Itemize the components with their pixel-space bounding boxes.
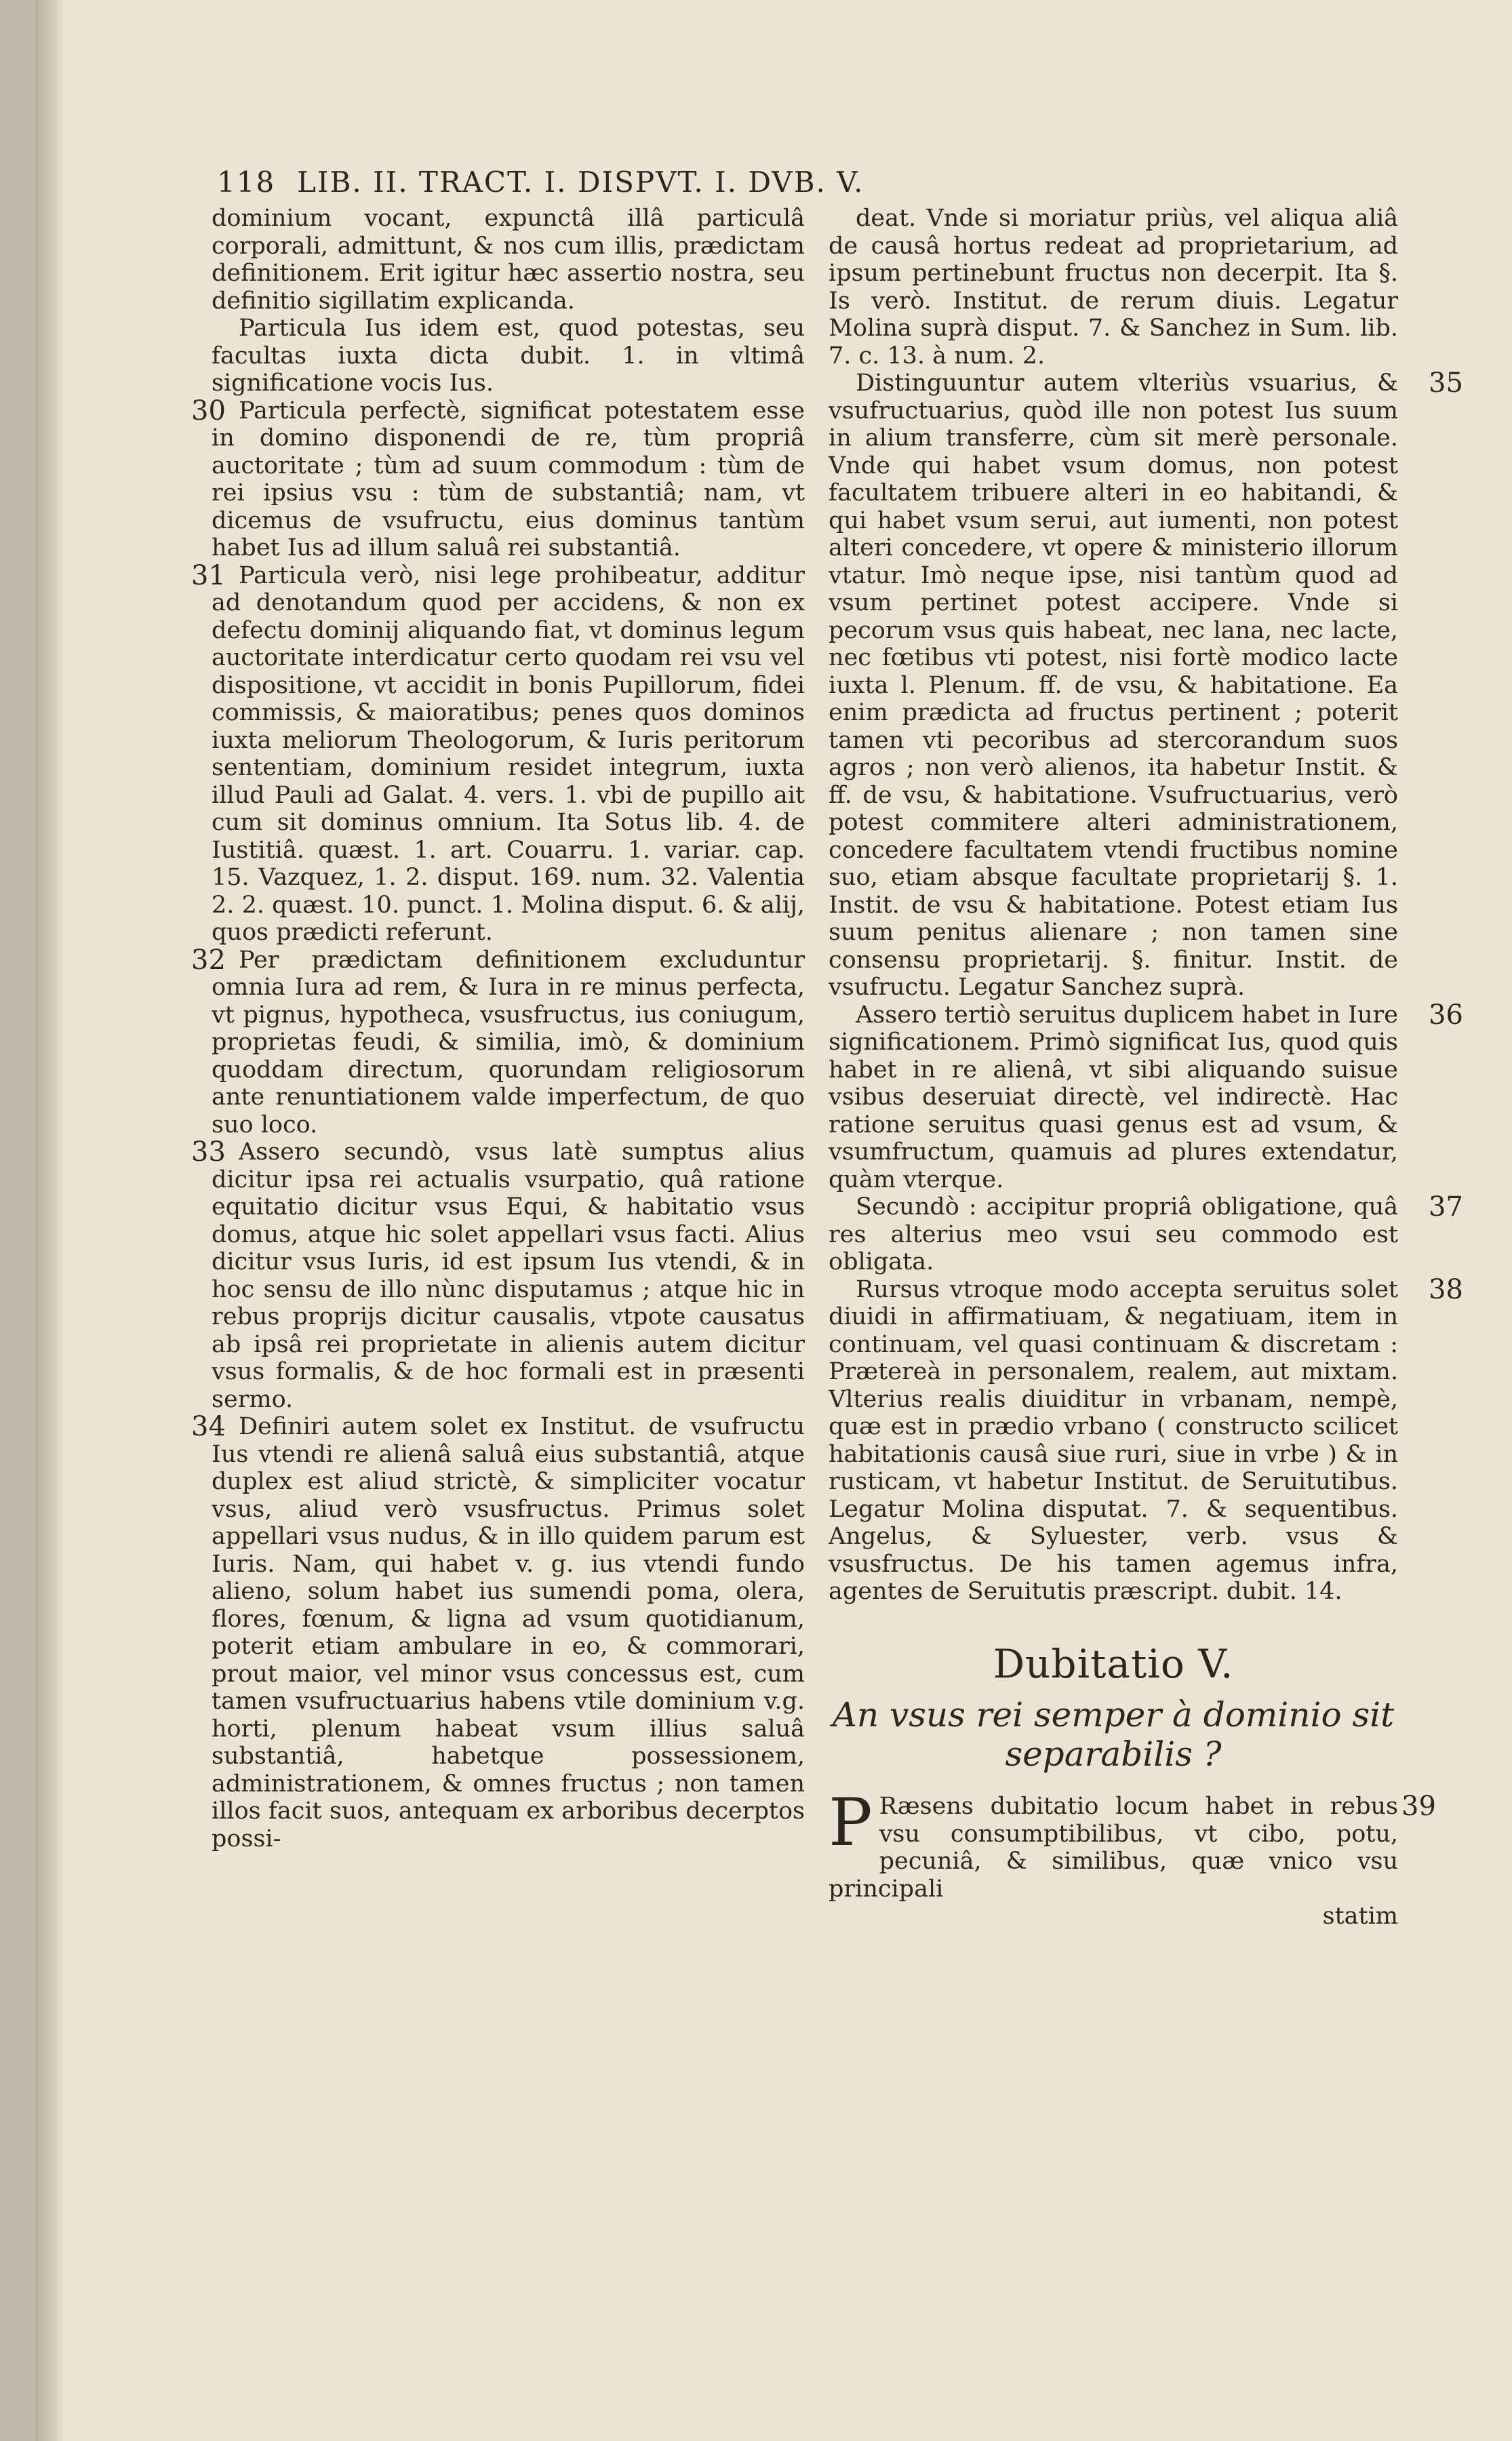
catchword: statim [1322,1903,1398,1930]
paragraph-text: Secundò : accipitur propriâ obligatione, quâ res alterius meo vsui seu commodo est obligata. [829,1193,1398,1275]
paragraph-text: Ræsens dubitatio locum habet in rebus vsu consumptibilibus, vt cibo, potu, pecuniâ, & similibus, quæ vnico vsu principali [829,1793,1398,1903]
marginal-number: 39 [1401,1791,1436,1822]
paragraph-text: dominium vocant, expunctâ illâ particulâ corporali, admittunt, & nos cum illis, prædictam definitionem. Erit igitur hæc assertio nostra, seu definitio sigillatim explicanda. [212,205,805,315]
paragraph [191,944,805,1139]
paragraph-text: Distinguuntur autem vlteriùs vsuarius, & vsufructuarius, quòd ille non potest Ius suum in alium transferre, cùm sit merè personale. Vnde qui habet vsum domus, non potest facultatem tribuere alteri in eo habitandi, & qui habet vsum serui, aut iumenti, non potest alteri concedere, vt opere & ministerio illorum vtatur. Imò neque ipse, nisi tantùm quod ad vsum pertinet potest accipere. Vnde si pecorum vsus quis habeat, nec lana, nec lacte, nec fœtibus vti potest, nisi fortè modico lacte iuxta l. Plenum. ff. de vsu, & habitatione. Ea enim prædicta ad fructus pertinent ; poterit tamen vti pecoribus ad stercorandum suos agros ; non verò alienos, ita habetur Instit. & ff. de vsu, & habitatione. Vsufructuarius, verò potest commitere alteri administrationem, concedere facultatem vtendi fructibus nomine suo, etiam absque facultate proprietarij §. 1. Instit. de vsu & habitatione. Potest etiam Ius suum penitus alienare ; non tamen sine consensu proprietarij. §. finitur. Instit. de vsufructu. Legatur Sanchez suprà. [829,370,1398,1001]
paragraph [212,205,805,315]
marginal-number: 38 [1429,1273,1463,1305]
paragraph-text: deat. Vnde si moriatur priùs, vel aliqua aliâ de causâ hortus redeat ad proprietarium, ad ipsum pertinebunt fructus non decerpit. Ita §. Is verò. Institut. de rerum diuis. Legatur Molina suprà disput. 7. & Sanchez in Sum. lib. 7. c. 13. à num. 2. [829,205,1398,370]
paragraph [829,1273,1463,1606]
paragraph-text: Definiri autem solet ex Institut. de vsufructu Ius vtendi re alienâ saluâ eius substantiâ, atque duplex est aliud strictè, & simpliciter vocatur vsus, aliud verò vsusfructus. Primus solet appellari vsus nudus, & in illo quidem parum est Iuris. Nam, qui habet v. g. ius vtendi fundo alieno, solum habet ius sumendi poma, olera, flores, fœnum, & ligna ad vsum quotidianum, poterit etiam ambulare in eo, & commorari, prout maior, vel minor vsus concessus est, cum tamen vsufructuarius habens vtile dominium v.g. horti, plenum habeat vsum illius saluâ substantiâ, habetque possessionem, administrationem, & omnes fructus ; non tamen illos facit suos, antequam ex arboribus decerptos possi- [212,1413,805,1852]
marginal-number: 33 [191,1136,226,1168]
running-title: LIB. II. TRACT. I. DISPVT. I. DVB. V. [297,165,864,199]
paragraph [829,205,1398,370]
paragraph [191,1136,805,1413]
marginal-number: 35 [1429,368,1463,399]
paragraph-text: Particula Ius idem est, quod potestas, seu facultas iuxta dicta dubit. 1. in vltimâ significatione vocis Ius. [212,315,805,397]
paragraph [212,315,805,397]
right-column [829,205,1463,1930]
marginal-number: 37 [1429,1191,1463,1223]
marginal-number: 31 [191,559,226,591]
paragraph [829,1785,1436,1903]
marginal-number: 36 [1429,999,1463,1031]
paragraph-text: Rursus vtroque modo accepta seruitus solet diuidi in affirmatiuam, & negatiuam, item in continuam, vel quasi continuam & discretam : Prætereà in personalem, realem, aut mixtam. Vlterius realis diuiditur in vrbanam, nempè, quæ est in prædio vrbano ( constructo scilicet habitationis causâ siue ruri, siue in vrbe ) & in rusticam, vt habetur Institut. de Seruitutibus. Legatur Molina disputat. 7. & sequentibus. Angelus, & Syluester, verb. vsus & vsusfructus. De his tamen agemus infra, agentes de Seruitutis præscript. dubit. 14. [829,1275,1398,1605]
paragraph-text: Assero secundò, vsus latè sumptus alius dicitur ipsa rei actualis vsurpatio, quâ ratione equitatio dicitur vsus Equi, & habitatio vsus domus, atque hic solet appellari vsus facti. Alius dicitur vsus Iuris, id est ipsum Ius vtendi, & in hoc sensu de illo nùnc disputamus ; atque hic in rebus proprijs dicitur causalis, vtpote causatus ab ipsâ rei proprietate in alienis autem dicitur vsus formalis, & de hoc formali est in præsenti sermo. [212,1138,805,1413]
drop-cap: P [829,1785,873,1861]
marginal-number: 32 [191,944,226,976]
left-column [191,205,805,1852]
paragraph-text: Per prædictam definitionem excluduntur omnia Iura ad rem, & Iura in re minus perfecta, vt pignus, hypotheca, vsusfructus, ius coniugum, proprietas feudi, & similia, imò, & dominium quoddam directum, quorundam religiosorum ante renuntiationem valde imperfectum, de quo suo loco. [212,946,805,1138]
paragraph [191,1411,805,1852]
dubitatio-question: An vsus rei semper à dominio sit separabilis ? [832,1695,1395,1774]
paragraph [191,559,805,947]
paragraph-text: Assero tertiò seruitus duplicem habet in Iure significationem. Primò significat Ius, quod quis habet in re alienâ, vt sibi aliquando suisue vsibus deseruiat directè, vel indirectè. Hac ratione seruitus quasi genus est ad vsum, & vsumfructum, quamuis ad plures extendatur, quàm vterque. [829,1001,1398,1193]
page-number: 118 [217,165,276,199]
paragraph-text: Particula perfectè, significat potestatem esse in domino disponendi de re, tùm propriâ auctoritate ; tùm ad suum commodum : tùm de rei ipsius vsu : tùm de substantiâ; nam, vt dicemus de vsufructu, eius dominus tantùm habet Ius ad illum saluâ rei substantiâ. [212,397,805,561]
book-page [35,0,1512,2441]
paragraph [829,1191,1463,1276]
paragraph [829,999,1463,1194]
paragraph [829,368,1463,1001]
dubitatio-heading: Dubitatio V. [993,1640,1234,1687]
paragraph [191,395,805,562]
paragraph-text: Particula verò, nisi lege prohibeatur, additur ad denotandum quod per accidens, & non ex defectu dominij aliquando fiat, vt dominus legum auctoritate interdicatur certo quodam rei vsu vel dispositione, vt accidit in bonis Pupillorum, fidei commissis, & maioratibus; penes quos dominos iuxta meliorum Theologorum, & Iuris peritorum sententiam, dominium residet integrum, iuxta illud Pauli ad Galat. 4. vers. 1. vbi de pupillo ait cum sit dominus omnium. Ita Sotus lib. 4. de Iustitiâ. quæst. 1. art. Couarru. 1. variar. cap. 15. Vazquez, 1. 2. disput. 169. num. 32. Valentia 2. 2. quæst. 10. punct. 1. Molina disput. 6. & alij, quos prædicti referunt. [212,561,805,946]
marginal-number: 30 [191,395,226,426]
marginal-number: 34 [191,1411,226,1442]
running-header [217,165,1465,206]
